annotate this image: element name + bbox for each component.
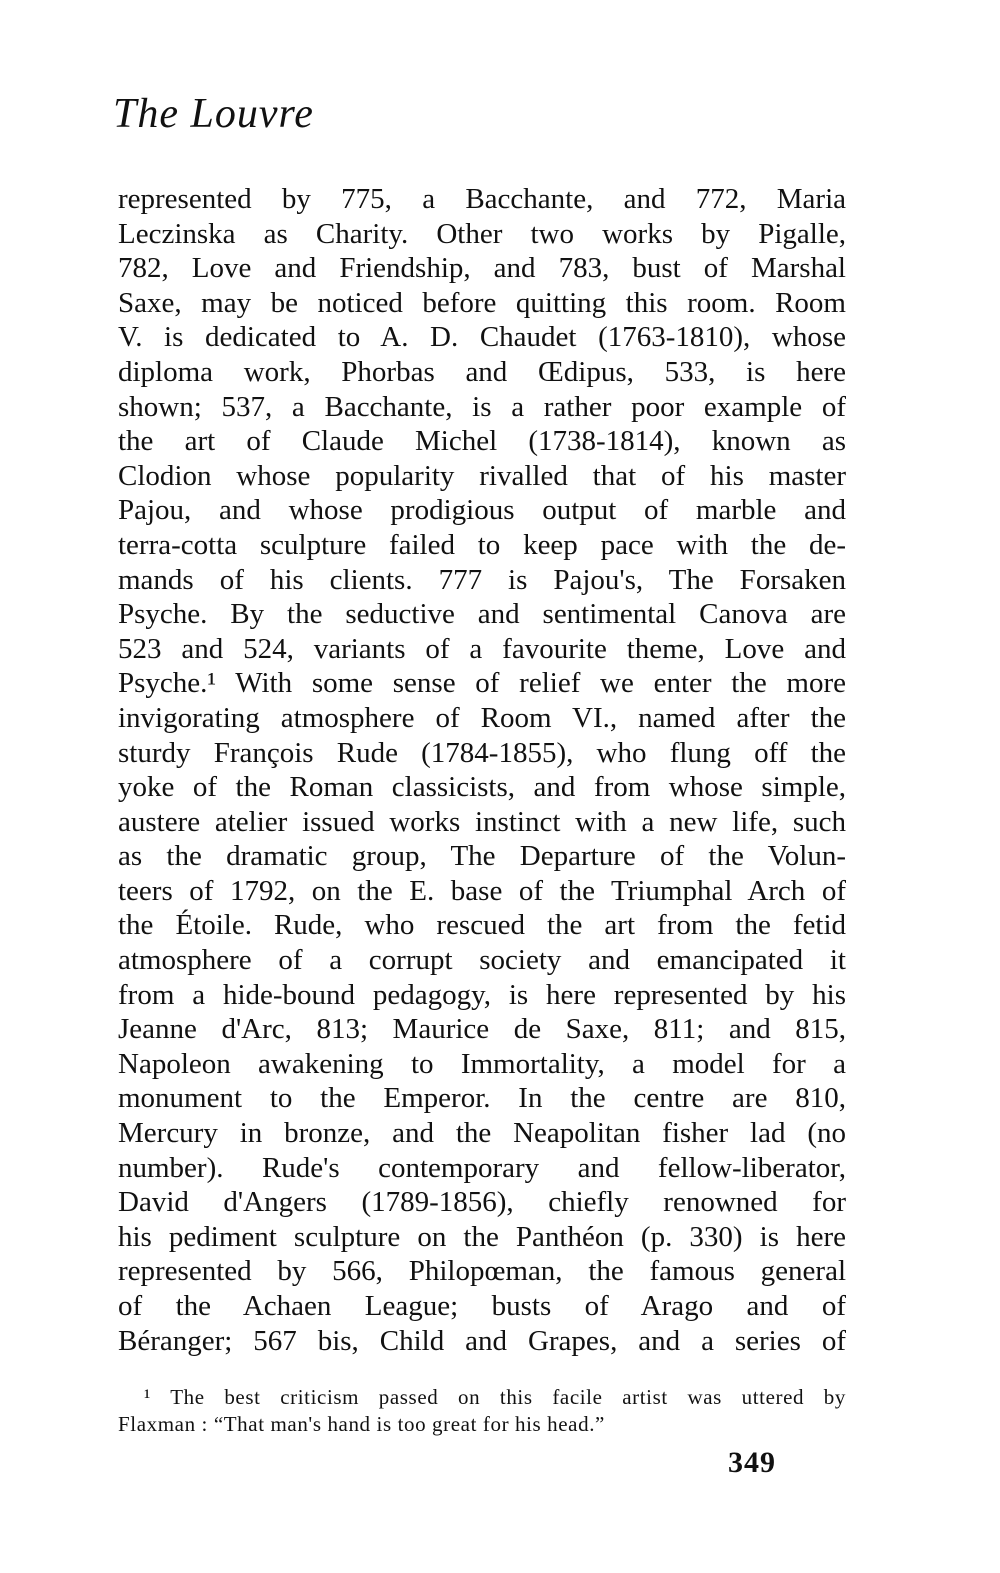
text-line: monument to the Emperor. In the centre are 810,: [118, 1082, 846, 1115]
text-line: the Étoile. Rude, who rescued the art from the fetid: [118, 909, 846, 942]
text-line: his pediment sculpture on the Panthéon (p. 330) is here: [118, 1220, 846, 1253]
text-line: 523 and 524, variants of a favourite theme, Love and: [118, 632, 846, 665]
text-line: the art of Claude Michel (1738-1814), known as: [118, 425, 846, 458]
text-line: Psyche.¹ With some sense of relief we enter the more: [118, 667, 846, 700]
page-number: 349: [728, 1446, 776, 1479]
text-line: Napoleon awakening to Immortality, a model for a: [118, 1047, 846, 1080]
footnote-line: Flaxman : “That man's hand is too great for his head.”: [118, 1412, 605, 1436]
text-line: austere atelier issued works instinct with a new life, such: [118, 805, 846, 838]
text-line: diploma work, Phorbas and Œdipus, 533, is here: [118, 355, 846, 388]
text-line: David d'Angers (1789-1856), chiefly renowned for: [118, 1186, 846, 1219]
text-line: yoke of the Roman classicists, and from whose simple,: [118, 771, 846, 804]
text-line: number). Rude's contemporary and fellow-liberator,: [118, 1151, 846, 1184]
body-text: [118, 182, 846, 1358]
text-line: Béranger; 567 bis, Child and Grapes, and a series of: [118, 1324, 846, 1357]
text-line: Psyche. By the seductive and sentimental Canova are: [118, 598, 846, 631]
footnote-line: ¹ The best criticism passed on this facile artist was uttered by: [144, 1385, 846, 1409]
text-line: V. is dedicated to A. D. Chaudet (1763-1810), whose: [118, 321, 846, 354]
text-line: Pajou, and whose prodigious output of marble and: [118, 494, 846, 527]
text-line: Saxe, may be noticed before quitting this room. Room: [118, 286, 846, 319]
text-line: represented by 566, Philopœman, the famous general: [118, 1255, 846, 1288]
text-line: Leczinska as Charity. Other two works by Pigalle,: [118, 217, 846, 250]
running-head-title: The Louvre: [113, 91, 314, 137]
text-line: Mercury in bronze, and the Neapolitan fisher lad (no: [118, 1117, 846, 1150]
text-line: shown; 537, a Bacchante, is a rather poor example of: [118, 390, 846, 423]
text-line: terra-cotta sculpture failed to keep pace with the de-: [118, 528, 846, 561]
text-line: invigorating atmosphere of Room VI., named after the: [118, 701, 846, 734]
text-line: from a hide-bound pedagogy, is here represented by his: [118, 978, 846, 1011]
text-line: teers of 1792, on the E. base of the Triumphal Arch of: [118, 874, 846, 907]
text-line: represented by 775, a Bacchante, and 772, Maria: [118, 183, 846, 215]
text-line: Clodion whose popularity rivalled that of his master: [118, 459, 846, 492]
text-line: as the dramatic group, The Departure of the Volun-: [118, 840, 846, 873]
footnote: [118, 1384, 846, 1438]
text-line: 782, Love and Friendship, and 783, bust of Marshal: [118, 252, 846, 285]
text-line: atmosphere of a corrupt society and emancipated it: [118, 944, 846, 977]
text-line: sturdy François Rude (1784-1855), who flung off the: [118, 736, 846, 769]
text-line: Jeanne d'Arc, 813; Maurice de Saxe, 811; and 815,: [118, 1013, 846, 1046]
text-line: mands of his clients. 777 is Pajou's, The Forsaken: [118, 563, 846, 596]
text-line: of the Achaen League; busts of Arago and of: [118, 1290, 846, 1322]
